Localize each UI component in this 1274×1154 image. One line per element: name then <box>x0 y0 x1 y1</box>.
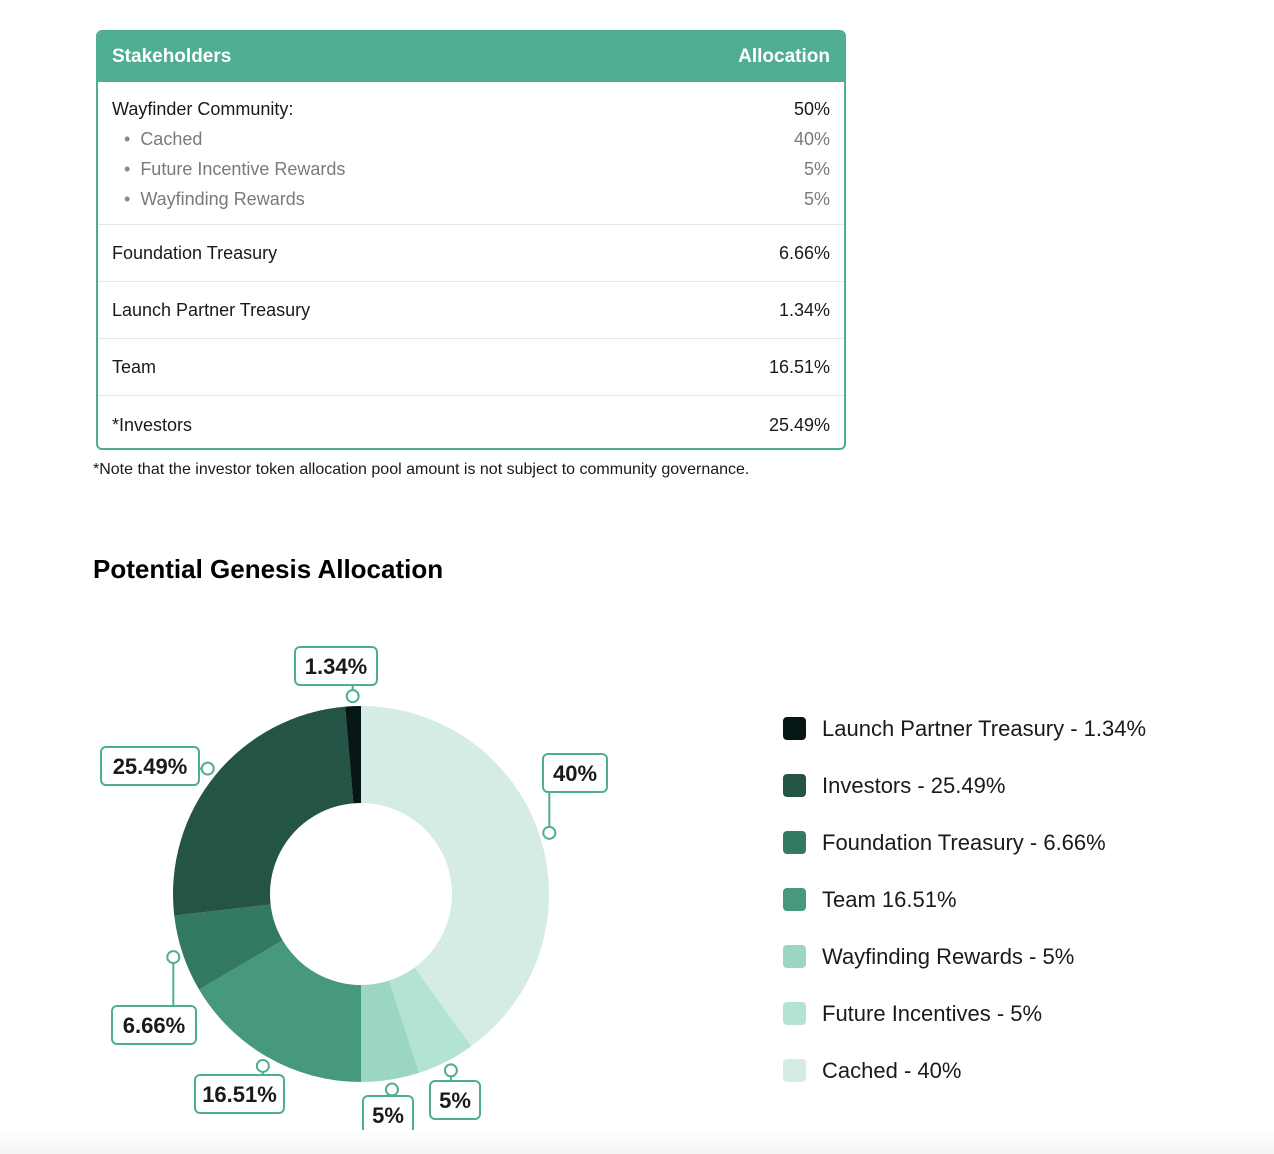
row-value: 25.49% <box>768 414 830 435</box>
legend-label: Wayfinding Rewards - 5% <box>822 943 1075 969</box>
data-label: 5% <box>439 1088 471 1113</box>
row-value: 1.34% <box>778 299 830 320</box>
community-group <box>98 82 844 225</box>
row-label: Wayfinder Community: <box>112 98 294 119</box>
donut-slice <box>173 707 353 916</box>
legend-item <box>783 757 1146 814</box>
legend-swatch <box>783 717 806 740</box>
subrow-label: • Wayfinding Rewards <box>112 189 305 210</box>
data-label: 16.51% <box>202 1082 277 1107</box>
legend-swatch <box>783 945 806 968</box>
legend-label: Launch Partner Treasury - 1.34% <box>822 715 1147 741</box>
legend-label: Foundation Treasury - 6.66% <box>822 829 1106 855</box>
label-anchor-dot <box>167 951 179 963</box>
data-label: 40% <box>552 761 598 786</box>
label-anchor-dot <box>347 690 359 702</box>
legend-label: Cached - 40% <box>822 1057 962 1083</box>
subrow-label: • Future Incentive Rewards <box>112 159 345 180</box>
row-label: Team <box>112 356 157 377</box>
data-label: 25.49% <box>112 754 188 779</box>
label-anchor-dot <box>543 827 555 839</box>
donut-chart <box>0 620 700 1140</box>
data-label: 1.34% <box>304 654 368 679</box>
page-bottom-edge <box>0 1130 1274 1154</box>
data-label: 5% <box>372 1103 404 1128</box>
legend-item <box>783 814 1146 871</box>
row-label: Foundation Treasury <box>112 242 278 263</box>
subrow-value: 5% <box>803 158 830 179</box>
table-row <box>98 282 844 339</box>
legend-item <box>783 1042 1146 1099</box>
row-label: *Investors <box>112 414 193 435</box>
label-anchor-dot <box>202 763 214 775</box>
header-stakeholders: Stakeholders <box>112 46 232 67</box>
legend-label: Team 16.51% <box>822 886 957 912</box>
label-anchor-dot <box>257 1060 269 1072</box>
row-label: Launch Partner Treasury <box>112 299 311 320</box>
subrow-label: • Cached <box>112 129 202 150</box>
table-row <box>98 94 844 124</box>
legend-swatch <box>783 1059 806 1082</box>
subrow-value: 40% <box>793 128 830 149</box>
legend-label: Investors - 25.49% <box>822 772 1006 798</box>
table-subrow <box>98 154 844 184</box>
data-label: 6.66% <box>122 1013 186 1038</box>
row-value: 16.51% <box>768 356 830 377</box>
legend-swatch <box>783 1002 806 1025</box>
investor-note: *Note that the investor token allocation pool amount is not subject to community governance. <box>93 461 750 478</box>
label-anchor-dot <box>386 1084 398 1096</box>
chart-legend <box>783 700 1146 1099</box>
table-header <box>98 32 844 82</box>
subrow-value: 5% <box>803 188 830 209</box>
table-subrow <box>98 124 844 154</box>
table-row <box>98 225 844 282</box>
legend-item <box>783 871 1146 928</box>
legend-label: Future Incentives - 5% <box>822 1000 1043 1026</box>
section-title: Potential Genesis Allocation <box>93 554 444 584</box>
row-value: 50% <box>793 98 830 119</box>
header-allocation: Allocation <box>738 46 830 67</box>
row-value: 6.66% <box>778 242 830 263</box>
legend-item <box>783 985 1146 1042</box>
legend-swatch <box>783 888 806 911</box>
legend-swatch <box>783 831 806 854</box>
legend-swatch <box>783 774 806 797</box>
allocation-table <box>96 30 846 450</box>
table-row <box>98 396 844 450</box>
legend-item <box>783 928 1146 985</box>
table-row <box>98 339 844 396</box>
table-subrow <box>98 184 844 214</box>
label-anchor-dot <box>445 1064 457 1076</box>
legend-item <box>783 700 1146 757</box>
